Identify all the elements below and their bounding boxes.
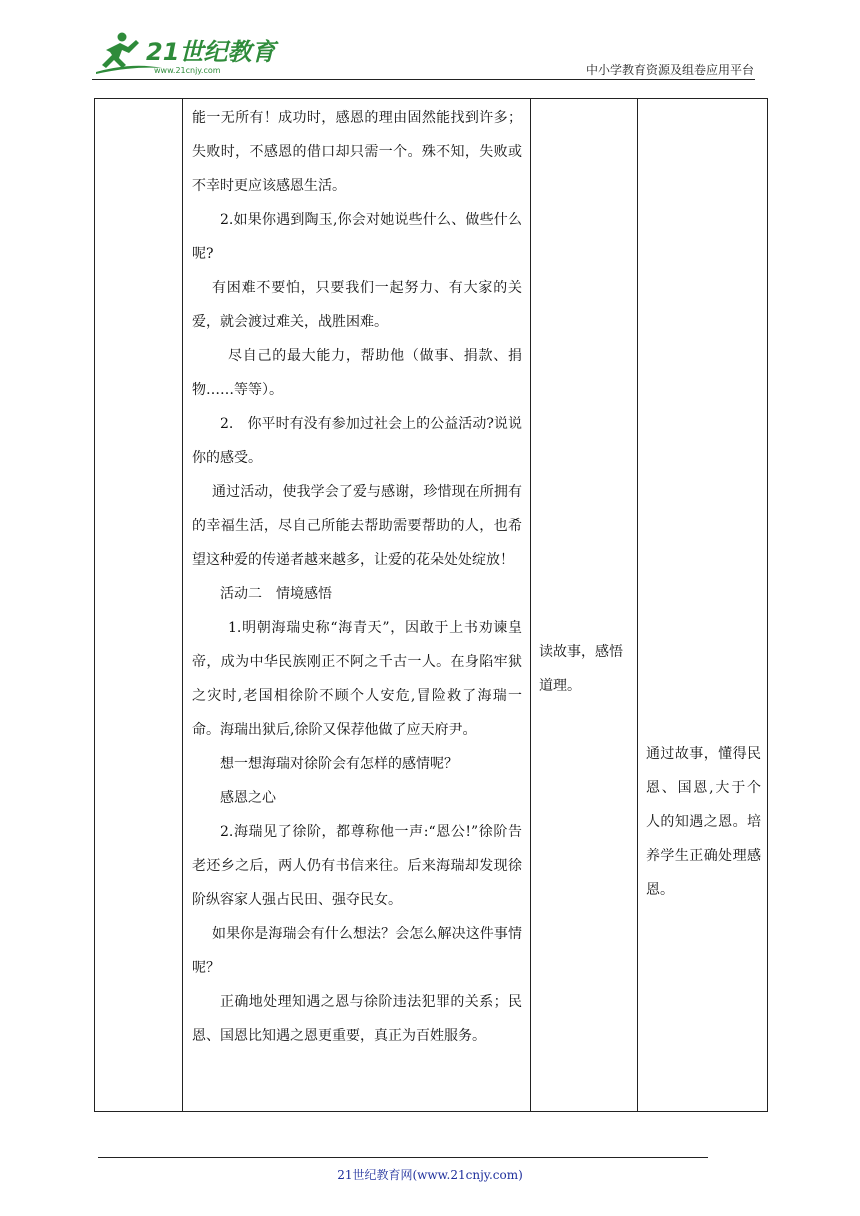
header-tagline: 中小学教育资源及组卷应用平台 <box>585 63 754 77</box>
header-divider <box>92 79 755 80</box>
teaching-content-cell <box>183 99 531 1112</box>
table-row <box>95 99 768 1112</box>
content-paragraph: 尽自己的最大能力，帮助他（做事、捐款、捐物……等等）。 <box>192 348 522 398</box>
design-purpose-text: 通过故事，懂得民恩、国恩,大于个人的知遇之恩。培养学生正确处理感恩。 <box>646 746 761 898</box>
student-activity-text: 读故事，感悟道理。 <box>539 644 623 694</box>
content-paragraph: 能一无所有！成功时，感恩的理由固然能找到许多；失败时，不感恩的借口却只需一个。殊不知，失败或不幸时更应该感恩生活。 <box>192 110 522 194</box>
content-paragraph: 想一想海瑞对徐阶会有怎样的感情呢？ <box>220 756 458 772</box>
footer-divider <box>98 1157 708 1158</box>
footer-text: 21世纪教育网(www.21cnjy.com) <box>337 1168 523 1182</box>
content-paragraph: 2.如果你遇到陶玉,你会对她说些什么、做些什么呢? <box>192 212 522 262</box>
site-logo <box>92 28 276 78</box>
logo-url: www.21cnjy.com <box>154 66 221 75</box>
content-paragraph: 2. 你平时有没有参加过社会上的公益活动?说说你的感受。 <box>192 416 522 466</box>
student-activity-cell <box>531 99 638 1112</box>
activity-heading: 活动二 情境感悟 <box>220 586 332 602</box>
content-paragraph: 1.明朝海瑞史称“海青天”，因敢于上书劝谏皇帝，成为中华民族刚正不阿之千古一人。在身陷牢狱之灾时,老国相徐阶不顾个人安危,冒险救了海瑞一命。海瑞出狱后,徐阶又保荐他做了应天府尹。 <box>192 620 522 738</box>
content-paragraph: 感恩之心 <box>220 790 276 806</box>
design-purpose-cell <box>638 99 768 1112</box>
content-paragraph: 2.海瑞见了徐阶，都尊称他一声:“恩公!”徐阶告老还乡之后，两人仍有书信来往。后来海瑞却发现徐阶纵容家人强占民田、强夺民女。 <box>192 824 522 908</box>
lesson-table <box>94 98 768 1112</box>
content-paragraph: 如果你是海瑞会有什么想法？会怎么解决这件事情呢？ <box>192 926 522 976</box>
content-paragraph: 有困难不要怕，只要我们一起努力、有大家的关爱，就会渡过难关，战胜困难。 <box>192 280 522 330</box>
content-paragraph: 正确地处理知遇之恩与徐阶违法犯罪的关系；民恩、国恩比知遇之恩更重要，真正为百姓服务。 <box>192 994 522 1044</box>
section-cell <box>95 99 183 1112</box>
content-paragraph: 通过活动，使我学会了爱与感谢，珍惜现在所拥有的幸福生活，尽自己所能去帮助需要帮助的人，也希望这种爱的传递者越来越多，让爱的花朵处处绽放！ <box>192 484 522 568</box>
logo-text: 21世纪教育 <box>146 38 276 66</box>
